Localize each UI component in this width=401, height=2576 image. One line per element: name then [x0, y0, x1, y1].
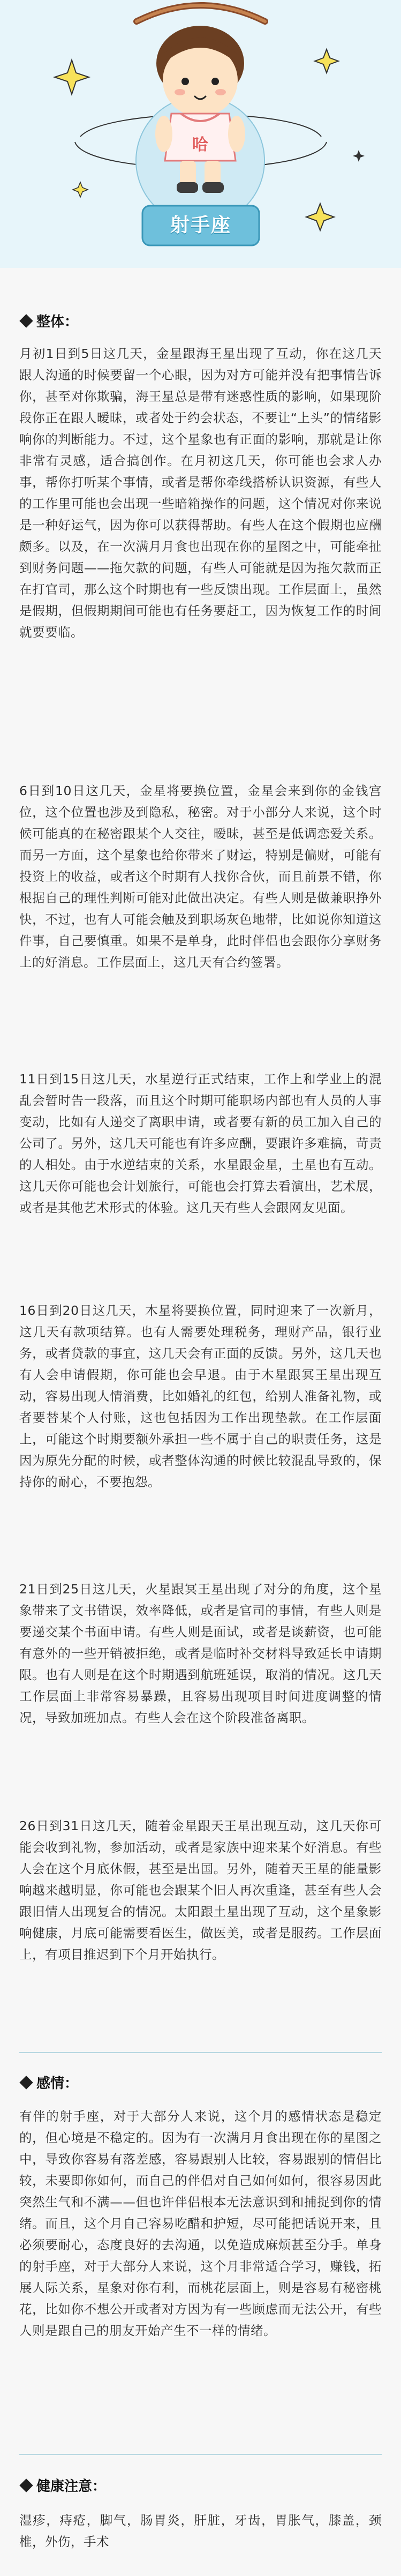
- jersey-text: 哈: [192, 136, 208, 154]
- section-health-heading: [19, 2475, 382, 2495]
- paragraph-text: 11日到15日这几天，水星逆行正式结束，工作上和学业上的混乱会暂时告一段落，而且这个时期可能职场内部也有人员的人事变动，比如有人递交了离职申请，或者要有新的员工加入自己的公司了。另外，这几天可能也有许多应酬，要跟许多难搞，苛责的人相处。由于水逆结束的关系，水星跟金星，土星也有互动。这几天你可能也会计划旅行，可能也会打算去看演出，艺术展，或者是其他艺术形式的体验。这几天有些人会跟网友见面。: [19, 1072, 382, 1215]
- paragraph-4: [19, 1300, 382, 1493]
- page-title: 射手座: [170, 214, 231, 236]
- section-overall-heading: [19, 311, 382, 331]
- hero-banner: [0, 0, 401, 279]
- paragraph-5: [19, 1578, 382, 1728]
- paragraph-8: [19, 2510, 382, 2552]
- paragraph-1: [19, 343, 382, 643]
- paragraph-text: 21日到25日这几天，火星跟冥王星出现了对分的角度，这个星象带来了文书错误，效率降低，或者是官司的事情，有些人则是要递交某个书面申请。有些人则是面试，或者是谈薪资，也可能有意外的一些开销被拒绝，或者是临时补交材料导致延长申请期限。也有人则是在这个时期遇到航班延误，取消的情况。这几天工作层面上非常容易暴躁，且容易出现项目时间进度调整的情况，导致加班加点。有些人会在这个阶段准备离职。: [19, 1582, 382, 1725]
- section-health-title: 健康注意：: [36, 2478, 107, 2495]
- paragraph-text: 6日到10日这几天，金星将要换位置，金星会来到你的金钱宫位，这个位置也涉及到隐私，秘密。对于小部分人来说，这个时候可能真的在秘密跟某个人交往，暧昧，甚至是低调恋爱关系。而另一方面，这个星象也给你带来了财运，特别是偏财，可能有投资上的收益，或者这个时期有人找你合伙，而且前景不错，你根据自己的理性判断可能对此做出决定。有些人则是做兼职挣外快，不过，也有人可能会触及到职场灰色地带，比如说你知道这件事，自己要慎重。如果不是单身，此时伴侣也会跟你分享财务上的好消息。工作层面上，这几天有合约签署。: [19, 783, 382, 970]
- diamond-icon: [19, 2076, 33, 2089]
- section-overall-title: 整体：: [36, 314, 79, 330]
- paragraph-text: 26日到31日这几天，随着金星跟天王星出现互动，这几天你可能会收到礼物，参加活动，或者是家族中迎来某个好消息。有些人会在这个月底休假，甚至是出国。另外，随着天王星的能量影响越来越明显，你可能也会跟某个旧人再次重逢，甚至有些人会跟旧情人出现复合的情况。太阳跟土星出现了互动，这个星象影响健康，月底可能需要看医生，做医美，或者是服药。工作层面上，有项目推迟到下个月开始执行。: [19, 1818, 382, 1962]
- paragraph-3: [19, 1068, 382, 1218]
- section-love: [19, 2072, 382, 2092]
- section-love-heading: [19, 2072, 382, 2092]
- paragraph-text: 有伴的射手座，对于大部分人来说，这个月的感情状态是稳定的，但心境是不稳定的。因为有一次满月月食出现在你的星图之中，导致你容易有落差感，容易跟别人比较，容易跟别的情侣比较，未要即你如何，而自己的伴侣对自己如何如何，很容易因此突然生气和不满——但也许伴侣根本无法意识到和捕捉到你的情绪。而且，这个月自己容易吃醋和护短，尽可能把话说开来，且必须要耐心，态度良好的去沟通，以免造成麻烦甚至分手。单身的射手座，对于大部分人来说，这个月非常适合学习，赚钱，拓展人际关系，星象对你有利，而桃花层面上，则是容易有秘密桃花，比如你不想公开或者对方因为有一些顾虑而无法公开，有些人则是跟自己的朋友开始产生不一样的情绪。: [19, 2109, 382, 2338]
- divider: [19, 2454, 382, 2455]
- section-love-title: 感情：: [36, 2076, 79, 2092]
- diamond-icon: [19, 2478, 33, 2492]
- paragraph-6: [19, 1815, 382, 1965]
- section-overall: [19, 311, 382, 331]
- section-health: [19, 2475, 382, 2495]
- paragraph-text: 月初1日到5日这几天，金星跟海王星出现了互动，你在这几天跟人沟通的时候要留一个心眼，因为对方可能并没有把事情告诉你，甚至对你欺骗，海王星总是带有迷惑性质的影响，如果现阶段你正在跟人暧昧，或者处于约会状态，不要让“上头”的情绪影响你的判断能力。不过，这个星象也有正面的影响，那就是让你非常有灵感，适合搞创作。在月初这几天，你可能也会求人办事，帮你打听某个事情，或者是帮你牵线搭桥认识资源，有些人的工作里可能也会出现一些暗箱操作的问题，这个情况对你来说是一种好运气，因为你可以获得帮助。有些人在这个假期也应酬颇多。以及，在一次满月月食也出现在你的星图之中，可能牵扯到财务问题——拖欠款的问题，有些人可能就是因为拖欠款而正在打官司，那么这个时期也有一些反馈出现。工作层面上，虽然是假期，但假期期间可能也有任务要赶工，因为恢复工作的时间就要要临。: [19, 346, 382, 640]
- divider: [19, 2052, 382, 2053]
- paragraph-7: [19, 2106, 382, 2341]
- paragraph-2: [19, 780, 382, 973]
- paragraph-text: 湿疹，痔疮，脚气，肠胃炎，肝脏，牙齿，胃胀气，膝盖，颈椎，外伤，手术: [19, 2513, 382, 2549]
- paragraph-text: 16日到20日这几天，木星将要换位置，同时迎来了一次新月，这几天有款项结算。也有人需要处理税务，理财产品，银行业务，或者贷款的事宜，这几天会有正面的反馈。另外，这几天也有人会申请假期，你可能也会早退。由于木星跟冥王星出现互动，容易出现人情消费，比如婚礼的红包，给别人准备礼物，或者要替某个人付账，这也包括因为工作出现垫款。在工作层面上，可能这个时期要额外承担一些不属于自己的职责任务，这是因为原先分配的时候，或者整体沟通的时候比较混乱导致的，保持你的耐心，不要抱怨。: [19, 1303, 382, 1489]
- diamond-icon: [19, 314, 33, 327]
